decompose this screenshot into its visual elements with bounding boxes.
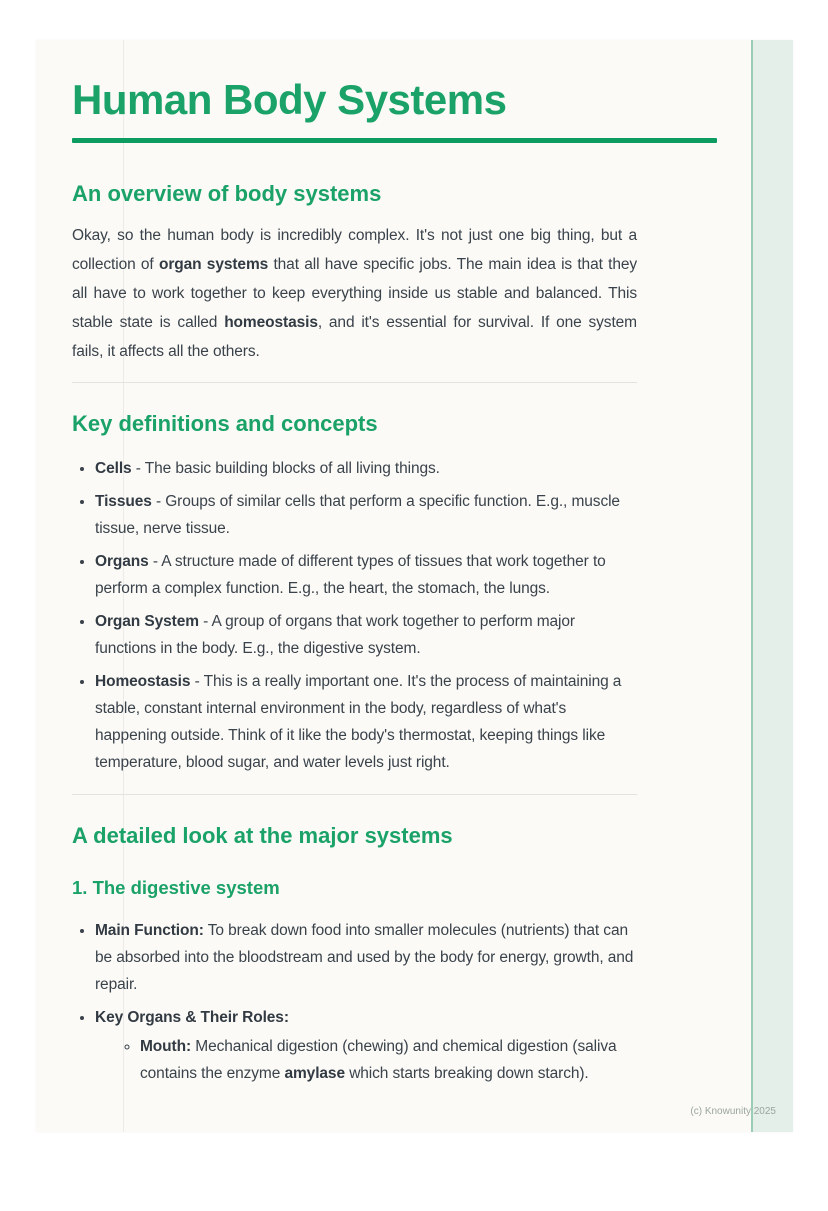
page-binding-stripe bbox=[751, 40, 793, 1132]
definition-term: Tissues bbox=[95, 493, 152, 510]
definition-text: - The basic building blocks of all living things. bbox=[131, 460, 440, 477]
copyright-footer: (c) Knowunity 2025 bbox=[690, 1106, 776, 1117]
bold-term-organ-systems: organ systems bbox=[158, 256, 269, 273]
list-item-organ-system bbox=[95, 608, 637, 662]
definitions-list bbox=[72, 455, 637, 776]
section-heading-definitions: Key definitions and concepts bbox=[72, 411, 378, 436]
list-item-key-organs bbox=[95, 1004, 637, 1087]
digestive-list bbox=[72, 917, 637, 1087]
section-heading-overview: An overview of body systems bbox=[72, 181, 382, 206]
paragraph-text: , and it's essential for survival. If one system fails, it affects all the others. bbox=[72, 314, 637, 360]
list-item-homeostasis bbox=[95, 668, 637, 776]
list-item-organs bbox=[95, 548, 637, 602]
section-heading-systems: A detailed look at the major systems bbox=[72, 823, 453, 848]
list-item-cells bbox=[95, 455, 637, 482]
title-underline-rule bbox=[72, 138, 717, 143]
organ-term: Mouth: bbox=[140, 1038, 192, 1055]
overview-paragraph bbox=[72, 221, 637, 366]
organs-sublist bbox=[95, 1033, 637, 1087]
definition-term: Organ System bbox=[95, 613, 199, 630]
definition-term: Homeostasis bbox=[95, 673, 191, 690]
section-divider bbox=[72, 382, 637, 383]
list-item-tissues bbox=[95, 488, 637, 542]
section-divider bbox=[72, 794, 637, 795]
list-text: To break down food into smaller molecules (nutrients) that can be absorbed into the bloodstream and used by the body for energy, growth, and repair. bbox=[95, 922, 634, 993]
list-item-main-function bbox=[95, 917, 637, 998]
bold-term-homeostasis: homeostasis bbox=[224, 314, 318, 331]
subsection-heading-digestive: 1. The digestive system bbox=[72, 877, 280, 898]
definition-term: Cells bbox=[95, 460, 132, 477]
definition-text: - A structure made of different types of tissues that work together to perform a complex function. E.g., the heart, the stomach, the lungs. bbox=[95, 553, 606, 597]
paragraph-text: Okay, so the human body is incredibly complex. It's not just one big thing, but a collection of bbox=[72, 227, 637, 273]
definition-text: - A group of organs that work together to perform major functions in the body. E.g., the digestive system. bbox=[95, 613, 575, 657]
definition-term: Organs bbox=[95, 553, 149, 570]
list-term: Key Organs & Their Roles: bbox=[95, 1009, 289, 1026]
sublist-item-mouth bbox=[140, 1033, 637, 1087]
list-term: Main Function: bbox=[95, 922, 204, 939]
organ-text: Mechanical digestion (chewing) and chemical digestion (saliva contains the enzyme bbox=[140, 1038, 617, 1082]
definition-text: - Groups of similar cells that perform a specific function. E.g., muscle tissue, nerve tissue. bbox=[95, 493, 620, 537]
document-page bbox=[36, 40, 793, 1132]
paragraph-text: that all have specific jobs. The main idea is that they all have to work together to keep everything inside us stable and balanced. This stable state is called bbox=[72, 256, 638, 331]
document-content bbox=[36, 40, 753, 1087]
bold-term-amylase: amylase bbox=[284, 1065, 345, 1082]
definition-text: - This is a really important one. It's the process of maintaining a stable, constant internal environment in the body, regardless of what's happening outside. Think of it like the body's thermostat, keeping things like temperature, blood sugar, and water levels just right. bbox=[95, 673, 622, 771]
viewport-background bbox=[0, 40, 828, 1211]
document-title: Human Body Systems bbox=[72, 76, 507, 123]
organ-text: which starts breaking down starch). bbox=[344, 1065, 589, 1082]
